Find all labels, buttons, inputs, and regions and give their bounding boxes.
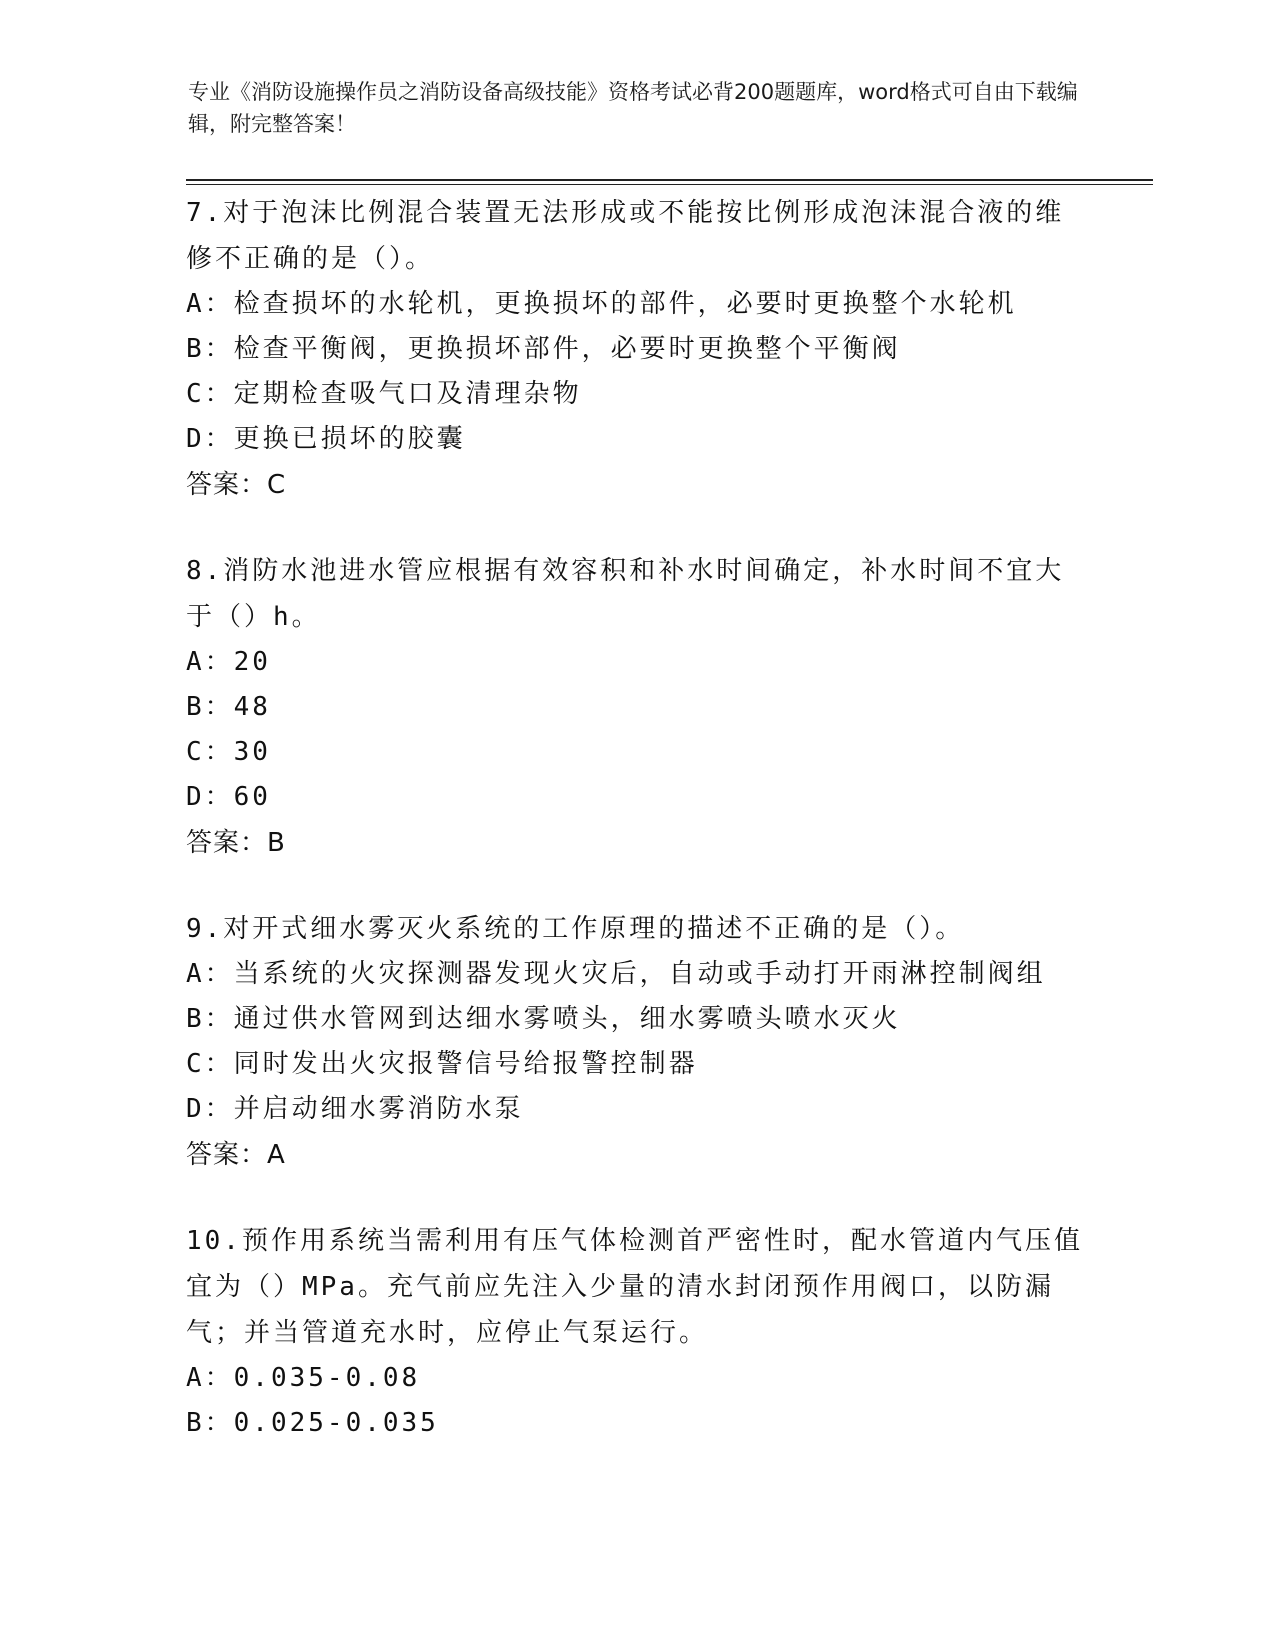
question-8 — [186, 548, 1086, 866]
option-b: B：通过供水管网到达细水雾喷头，细水雾喷头喷水灭火 — [186, 1004, 901, 1034]
option-a: A：检查损坏的水轮机，更换损坏的部件，必要时更换整个水轮机 — [186, 289, 1017, 319]
question-9 — [186, 906, 1086, 1178]
question-stem: 9.对开式细水雾灭火系统的工作原理的描述不正确的是（）。 — [186, 914, 965, 944]
header-divider-thin — [186, 184, 1153, 185]
question-list — [186, 190, 1086, 1486]
option-a: A：0.035-0.08 — [186, 1363, 421, 1393]
option-d: D：更换已损坏的胶囊 — [186, 424, 466, 454]
option-b: B：0.025-0.035 — [186, 1408, 439, 1438]
question-stem: 7.对于泡沫比例混合装置无法形成或不能按比例形成泡沫混合液的维修不正确的是（）。 — [186, 198, 1065, 274]
option-c: C：定期检查吸气口及清理杂物 — [186, 379, 582, 409]
answer: 答案：A — [186, 1140, 286, 1170]
question-stem: 10.预作用系统当需利用有压气体检测首严密性时，配水管道内气压值宜为（）MPa。充气前应先注入少量的清水封闭预作用阀口，以防漏气；并当管道充水时，应停止气泵运行。 — [186, 1226, 1083, 1348]
option-d: D：60 — [186, 782, 271, 812]
option-c: C：同时发出火灾报警信号给报警控制器 — [186, 1049, 698, 1079]
header-divider-thick — [186, 179, 1153, 181]
question-stem: 8.消防水池进水管应根据有效容积和补水时间确定，补水时间不宜大于（）h。 — [186, 556, 1065, 632]
question-7 — [186, 190, 1086, 508]
answer: 答案：B — [186, 828, 286, 858]
option-b: B：48 — [186, 692, 271, 722]
option-c: C：30 — [186, 737, 271, 767]
answer: 答案：C — [186, 470, 287, 500]
option-a: A：当系统的火灾探测器发现火灾后，自动或手动打开雨淋控制阀组 — [186, 959, 1046, 989]
document-header: 专业《消防设施操作员之消防设备高级技能》资格考试必背200题题库，word格式可自由下载编辑，附完整答案！ — [188, 80, 1078, 136]
option-a: A：20 — [186, 647, 271, 677]
option-b: B：检查平衡阀，更换损坏部件，必要时更换整个平衡阀 — [186, 334, 901, 364]
question-10 — [186, 1218, 1086, 1446]
option-d: D：并启动细水雾消防水泵 — [186, 1094, 524, 1124]
